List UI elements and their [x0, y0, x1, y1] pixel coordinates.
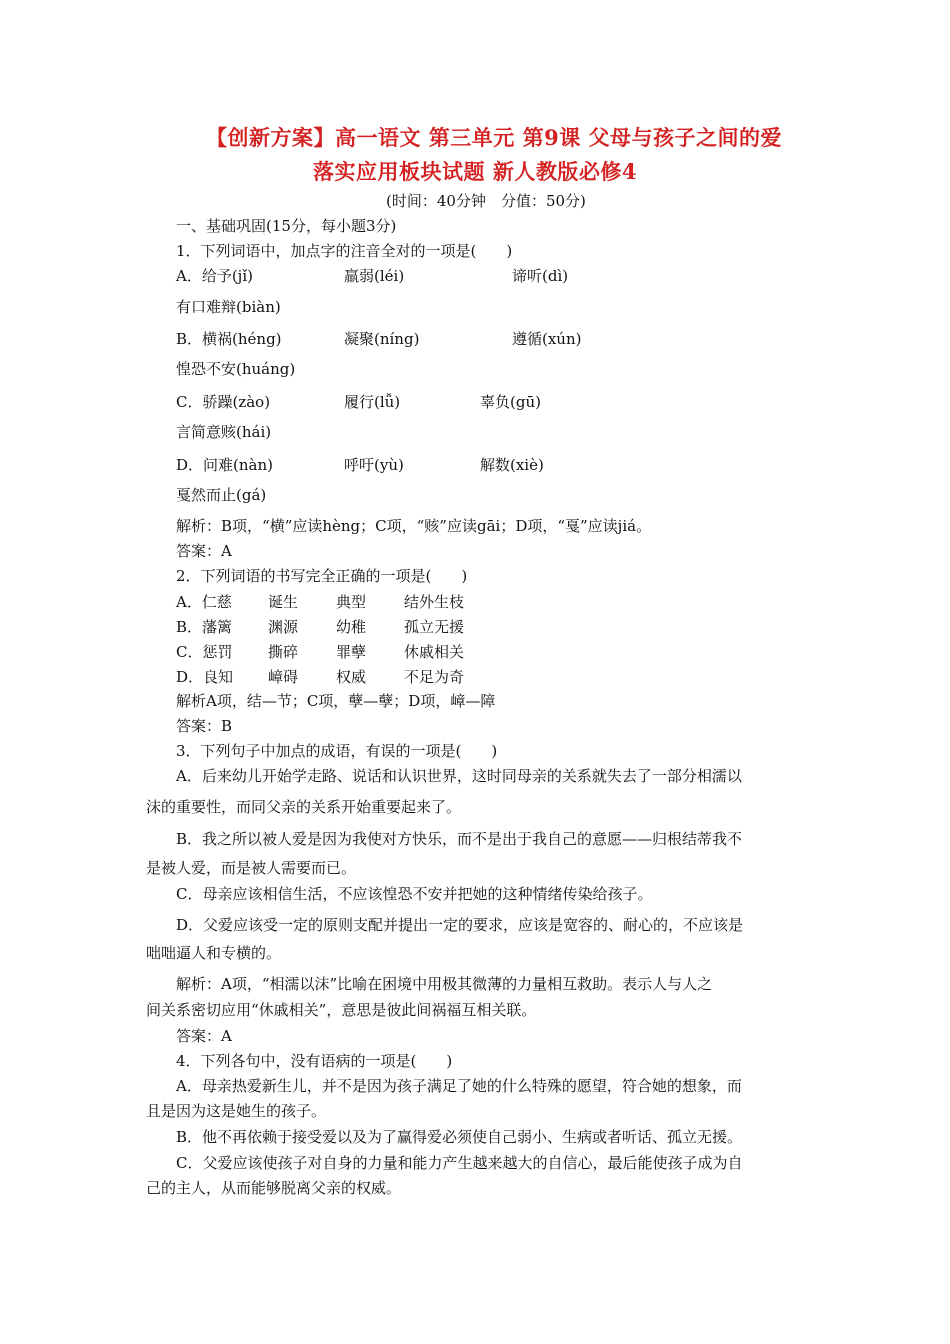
q1-b-item-1: B．横祸(héng) — [176, 330, 282, 348]
q3-option-d-line-2: 咄咄逼人和专横的。 — [146, 944, 282, 962]
q1-option-b — [176, 328, 776, 348]
q2-a-word-3: 典型 — [336, 593, 367, 611]
q2-a-word-1: A．仁慈 — [176, 593, 232, 611]
q3-stem: 3．下列句子中加点的成语，有误的一项是( ) — [176, 742, 498, 760]
q1-a-item-2: 羸弱(léi) — [344, 267, 405, 285]
q1-option-d — [176, 454, 776, 474]
q2-d-word-4: 不足为奇 — [404, 668, 465, 686]
q2-c-word-2: 撕碎 — [268, 643, 299, 661]
q2-option-b — [176, 616, 776, 636]
q2-b-word-2: 渊源 — [268, 618, 299, 636]
q3-option-a-line-2: 沫的重要性，而同父亲的关系开始重要起来了。 — [146, 798, 462, 816]
q2-a-word-2: 诞生 — [268, 593, 299, 611]
q3-analysis-line-1: 解析：A项，“相濡以沫”比喻在困境中用极其微薄的力量相互救助。表示人与人之 — [176, 975, 713, 993]
q2-analysis: 解析A项，结—节；C项，孽—孽；D项，嶂—障 — [176, 692, 496, 710]
q2-c-word-4: 休戚相关 — [404, 643, 465, 661]
q1-d-item-4: 戛然而止(gá) — [176, 486, 267, 504]
q1-stem: 1．下列词语中，加点字的注音全对的一项是( ) — [176, 242, 513, 260]
q2-d-word-3: 权威 — [336, 668, 367, 686]
q1-a-item-3: 谛听(dì) — [512, 267, 569, 285]
q3-option-b-line-2: 是被人爱，而是被人需要而已。 — [146, 859, 357, 877]
q4-option-b: B．他不再依赖于接受爱以及为了赢得爱必须使自己弱小、生病或者听话、孤立无援。 — [176, 1128, 743, 1146]
time-score-info: (时间：40分钟 分值：50分) — [386, 192, 586, 210]
q2-c-word-1: C．惩罚 — [176, 643, 233, 661]
q2-option-c — [176, 641, 776, 661]
q3-option-d-line-1: D．父爱应该受一定的原则支配并提出一定的要求，应该是宽容的、耐心的，不应该是 — [176, 916, 744, 934]
q1-b-item-2: 凝聚(níng) — [344, 330, 420, 348]
q3-answer: 答案：A — [176, 1027, 232, 1045]
q2-d-word-2: 嶂碍 — [268, 668, 299, 686]
q1-d-item-3: 解数(xiè) — [480, 456, 544, 474]
q4-option-c-line-1: C．父爱应该使孩子对自身的力量和能力产生越来越大的自信心，最后能使孩子成为自 — [176, 1154, 743, 1172]
q4-option-c-line-2: 己的主人，从而能够脱离父亲的权威。 — [146, 1179, 402, 1197]
q1-c-item-3: 辜负(gū) — [480, 393, 541, 411]
q3-option-c: C．母亲应该相信生活，不应该惶恐不安并把她的这种情绪传染给孩子。 — [176, 885, 653, 903]
q2-c-word-3: 罪孽 — [336, 643, 367, 661]
q2-b-word-4: 孤立无援 — [404, 618, 465, 636]
q2-option-d — [176, 666, 776, 686]
q1-answer: 答案：A — [176, 542, 232, 560]
q1-option-a — [176, 265, 776, 285]
q1-b-item-4: 惶恐不安(huáng) — [176, 360, 296, 378]
q2-stem: 2．下列词语的书写完全正确的一项是( ) — [176, 567, 468, 585]
q1-analysis: 解析：B项，“横”应读hèng；C项，“赅”应读gāi；D项，“戛”应读jiá。 — [176, 517, 652, 535]
q4-option-a-line-2: 且是因为这是她生的孩子。 — [146, 1102, 327, 1120]
q3-option-b-line-1: B．我之所以被人爱是因为我使对方快乐，而不是出于我自己的意愿——归根结蒂我不 — [176, 830, 743, 848]
q3-analysis-line-2: 间关系密切应用“休戚相关”，意思是彼此间祸福互相关联。 — [146, 1001, 537, 1019]
q2-answer: 答案：B — [176, 717, 233, 735]
q1-d-item-1: D．问难(nàn) — [176, 456, 273, 474]
q1-option-c — [176, 391, 776, 411]
q1-a-item-1: A．给予(jǐ) — [176, 267, 253, 285]
q1-c-item-1: C．骄躁(zào) — [176, 393, 271, 411]
q2-b-word-1: B．藩篱 — [176, 618, 233, 636]
q1-b-item-3: 遵循(xún) — [512, 330, 582, 348]
section-heading: 一、基础巩固(15分，每小题3分) — [176, 217, 397, 235]
document-title-line-2: 落实应用板块试题 新人教版必修4 — [313, 159, 637, 184]
q4-stem: 4．下列各句中，没有语病的一项是( ) — [176, 1052, 453, 1070]
q4-option-a-line-1: A．母亲热爱新生儿，并不是因为孩子满足了她的什么特殊的愿望，符合她的想象，而 — [176, 1077, 742, 1095]
document-title-line-1: 【创新方案】高一语文 第三单元 第9课 父母与孩子之间的爱 — [205, 125, 783, 150]
q2-option-a — [176, 591, 776, 611]
q2-a-word-4: 结外生枝 — [404, 593, 465, 611]
q1-d-item-2: 呼吁(yù) — [344, 456, 404, 474]
q1-c-item-4: 言简意赅(hái) — [176, 423, 272, 441]
q1-c-item-2: 履行(lǚ) — [344, 393, 401, 411]
q1-a-item-4: 有口难辩(biàn) — [176, 298, 281, 316]
q2-d-word-1: D．良知 — [176, 668, 234, 686]
q2-b-word-3: 幼稚 — [336, 618, 367, 636]
q3-option-a-line-1: A．后来幼儿开始学走路、说话和认识世界，这时同母亲的关系就失去了一部分相濡以 — [176, 767, 742, 785]
